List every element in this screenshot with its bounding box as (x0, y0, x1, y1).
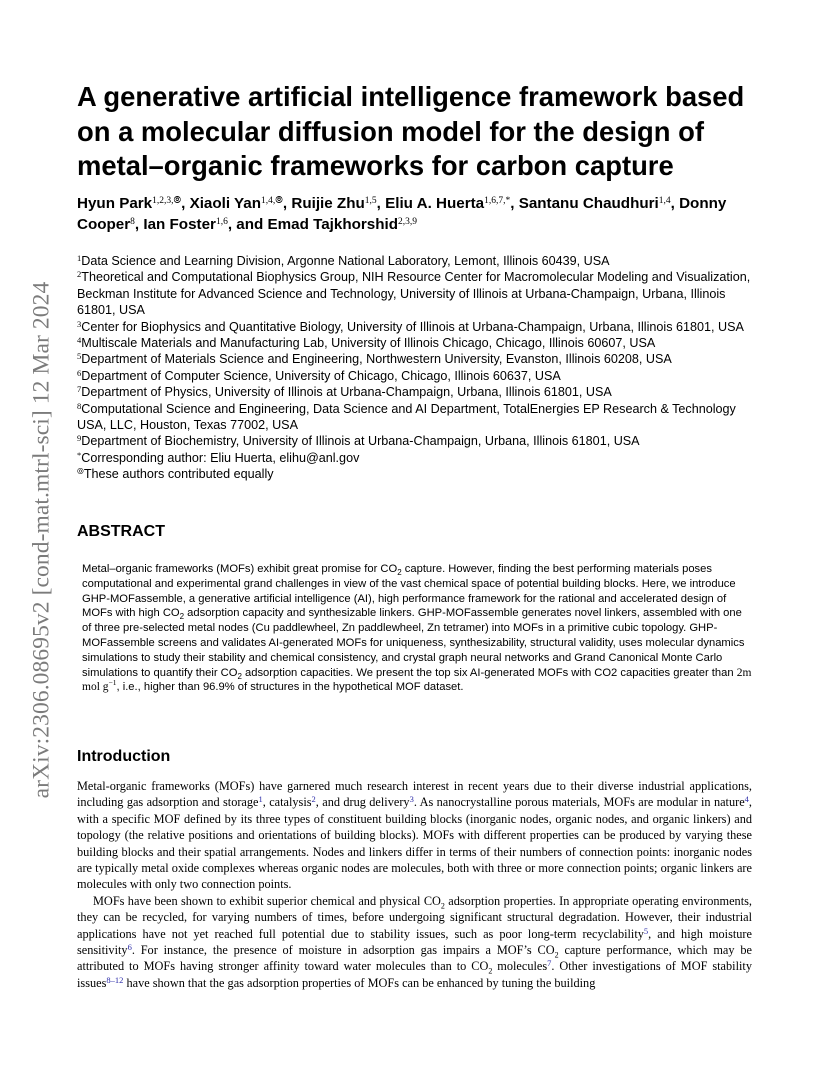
affiliation-item (77, 319, 767, 335)
affiliation-item (77, 384, 767, 400)
author-affiliation-marks: 1,2,3,⦾ (152, 196, 182, 206)
text-run: MOFs have been shown to exhibit superior chemical and physical CO (93, 893, 441, 908)
affiliation-item (77, 335, 767, 351)
text-run: . For instance, the presence of moisture in adsorption gas impairs a MOF’s CO (131, 943, 555, 958)
affiliation-list (77, 253, 767, 483)
affiliation-item (77, 269, 767, 318)
text-run: , with a specific MOF defined by its three types of constituent building blocks (inorganic nodes, organic nodes, and organic linkers) and topology (the relative positions and orientations of building blocks). MOFs with different properties can be produced by varying these building blocks and their spatial arrangements. Nodes and linkers differ in terms of their numbers of connection points: inorganic nodes are typically metal oxide complexes whereas organic nodes are molecules, both with three or more connection points; organic linkers are molecules with only two connection points. (77, 795, 752, 892)
author-separator: , (181, 195, 190, 212)
affiliation-item (77, 401, 767, 434)
affiliation-mark: 4 (77, 335, 82, 346)
affiliation-text: Computational Science and Engineering, Data Science and AI Department, TotalEnergies EP Research & Technology USA, LLC, Houston, Texas 77002, USA (77, 401, 736, 433)
affiliation-text: Department of Materials Science and Engineering, Northwestern University, Evanston, Illinois 60208, USA (81, 352, 672, 367)
author-affiliation-marks: 8 (130, 217, 135, 227)
subscript: 2 (440, 901, 445, 911)
author-name: Xiaoli Yan (189, 195, 262, 212)
subscript: 2 (397, 568, 402, 578)
author-name: Ruijie Zhu (291, 195, 365, 212)
introduction-heading: Introduction (77, 748, 171, 765)
affiliation-mark: * (77, 449, 82, 460)
citation-link[interactable]: 8–12 (106, 974, 124, 985)
author-separator: , (670, 195, 680, 212)
text-run: , and high moisture sensitivity (77, 926, 752, 958)
author-affiliation-marks: 1,4 (658, 196, 671, 206)
text-run: Metal-organic frameworks (MOFs) have garnered much research interest in recent years due to their diverse industrial applications, including gas adsorption and storage (77, 779, 752, 810)
text-run: . As nanocrystalline porous materials, MOFs are modular in nature (413, 795, 745, 810)
affiliation-mark: 6 (77, 367, 82, 378)
affiliation-mark: 5 (77, 351, 82, 362)
affiliation-item (77, 253, 767, 269)
author-affiliation-marks: 1,4,⦾ (261, 196, 283, 206)
affiliation-text: Corresponding author: Eliu Huerta, elihu@anl.gov (81, 450, 360, 465)
unit-text: 2m mol g (82, 666, 752, 694)
abstract-heading: ABSTRACT (77, 523, 165, 540)
abstract-part: Metal–organic frameworks (MOFs) exhibit great promise for CO (82, 563, 398, 575)
affiliation-text: Center for Biophysics and Quantitative Biology, University of Illinois at Urbana-Champaign, Urbana, Illinois 61801, USA (81, 319, 744, 334)
subscript: 2 (554, 950, 559, 960)
abstract-text (82, 562, 752, 695)
author-affiliation-marks: 1,6 (215, 217, 228, 227)
affiliation-text: These authors contributed equally (83, 467, 274, 482)
affiliation-text: Department of Biochemistry, University of Illinois at Urbana-Champaign, Urbana, Illinois 61801, USA (81, 434, 640, 449)
abstract-part: adsorption capacities. We present the top six AI-generated MOFs with CO2 capacities greater than (241, 666, 737, 679)
author-affiliation-marks: 1,5 (364, 196, 377, 206)
affiliation-mark: 7 (77, 384, 82, 395)
unit-exponent: −1 (108, 678, 117, 688)
affiliation-text: Department of Physics, University of Illinois at Urbana-Champaign, Urbana, Illinois 61801, USA (81, 385, 612, 400)
citation-link[interactable]: 4 (744, 794, 749, 805)
affiliation-text: Theoretical and Computational Biophysics Group, NIH Resource Center for Macromolecular Modeling and Visualization, Beckman Institute for Advanced Science and Technology, University of Illinois at Urbana-Champaign, Urbana, Illinois 61801, USA (77, 270, 751, 318)
author-name: Santanu Chaudhuri (518, 195, 659, 212)
author-name: Ian Foster (143, 216, 216, 233)
author-separator: , (510, 195, 519, 212)
affiliation-mark: ⦾ (77, 466, 84, 477)
abstract-part: , i.e., higher than 96.9% of structures in the hypothetical MOF dataset. (116, 681, 464, 694)
author-separator: , (282, 195, 292, 212)
author-separator: , (376, 195, 386, 212)
affiliation-item (77, 450, 767, 466)
introduction-paragraph-1 (77, 778, 752, 893)
affiliation-mark: 9 (77, 433, 82, 444)
subscript: 2 (237, 671, 242, 681)
abstract-part: adsorption capacity and synthesizable linkers. GHP-MOFassemble generates novel linkers, assembled with one of three pre-selected metal nodes (Cu paddlewheel, Zn paddlewheel, Zn tetramer) into MOFs in a primitive cubic topology. GHP-MOFassemble screens and validates AI-generated MOFs for uniqueness, synthesizability, structural validity, uses molecular dynamics simulations to study their stability and chemical consistency, and crystal graph neural networks and Grand Canonical Monte Carlo simulations to quantify their CO (82, 607, 745, 679)
author-name: Eliu A. Huerta (385, 195, 485, 212)
abstract-part: capture. However, finding the best performing materials poses computational and experimental grand challenges in view of the vast chemical space of potential building blocks. Here, we introduce GHP-MOFassemble, a generative artificial intelligence (AI), high performance framework for the rational and accelerated design of MOFs with high CO (82, 563, 736, 620)
introduction-body (77, 778, 752, 991)
introduction-paragraph-2 (77, 893, 752, 991)
text-run: , and drug delivery (315, 795, 410, 810)
citation-link[interactable]: 7 (547, 958, 552, 969)
author-name: Donny Cooper (77, 195, 727, 233)
paper-title: A generative artificial intelligence framework based on a molecular diffusion model for the design of metal–organic frameworks for carbon capture (77, 81, 745, 181)
affiliation-mark: 8 (77, 400, 82, 411)
author-list (77, 193, 777, 235)
affiliation-text: Department of Computer Science, University of Chicago, Chicago, Illinois 60637, USA (81, 368, 561, 383)
author-separator: , (134, 216, 144, 233)
affiliation-item (77, 351, 767, 367)
text-run: have shown that the gas adsorption properties of MOFs can be enhanced by tuning the building (123, 975, 596, 990)
author-name: Emad Tajkhorshid (267, 216, 399, 233)
text-run: . Other investigations of MOF stability issues (77, 959, 752, 990)
citation-link[interactable]: 5 (643, 925, 649, 936)
affiliation-text: Data Science and Learning Division, Argonne National Laboratory, Lemont, Illinois 60439, USA (81, 254, 610, 268)
affiliation-item (77, 466, 767, 482)
affiliation-mark: 2 (77, 269, 82, 280)
arxiv-identifier: arXiv:2306.08695v2 [cond-mat.mtrl-sci] 12 Mar 2024 (28, 281, 55, 799)
text-run: capture performance, which may be attributed to MOFs having stronger affinity toward water molecules than to CO (77, 943, 752, 974)
citation-link[interactable]: 1 (258, 794, 263, 805)
subscript: 2 (488, 966, 493, 976)
author-name: Hyun Park (77, 195, 153, 212)
arxiv-sidebar (22, 240, 62, 840)
affiliation-mark: 3 (77, 318, 82, 329)
citation-link[interactable]: 6 (127, 942, 132, 953)
author-separator: , and (227, 216, 268, 233)
affiliation-text: Multiscale Materials and Manufacturing Lab, University of Illinois Chicago, Chicago, Illinois 60607, USA (81, 336, 656, 351)
text-run: , catalysis (262, 795, 312, 810)
affiliation-mark: 1 (77, 253, 82, 263)
author-affiliation-marks: 2,3,9 (398, 217, 418, 227)
text-run: molecules (492, 959, 548, 974)
author-affiliation-marks: 1,6,7,* (484, 196, 511, 206)
text-run: adsorption properties. In appropriate operating environments, they can be recycled, for varying numbers of times, before undergoing significant structural degradation. However, their industrial applications have not yet reached full potential due to stability issues, such as poor long-term recyclability (77, 893, 752, 941)
citation-link[interactable]: 2 (311, 794, 316, 805)
affiliation-item (77, 368, 767, 384)
affiliation-item (77, 433, 767, 449)
subscript: 2 (179, 612, 185, 622)
citation-link[interactable]: 3 (409, 794, 414, 805)
